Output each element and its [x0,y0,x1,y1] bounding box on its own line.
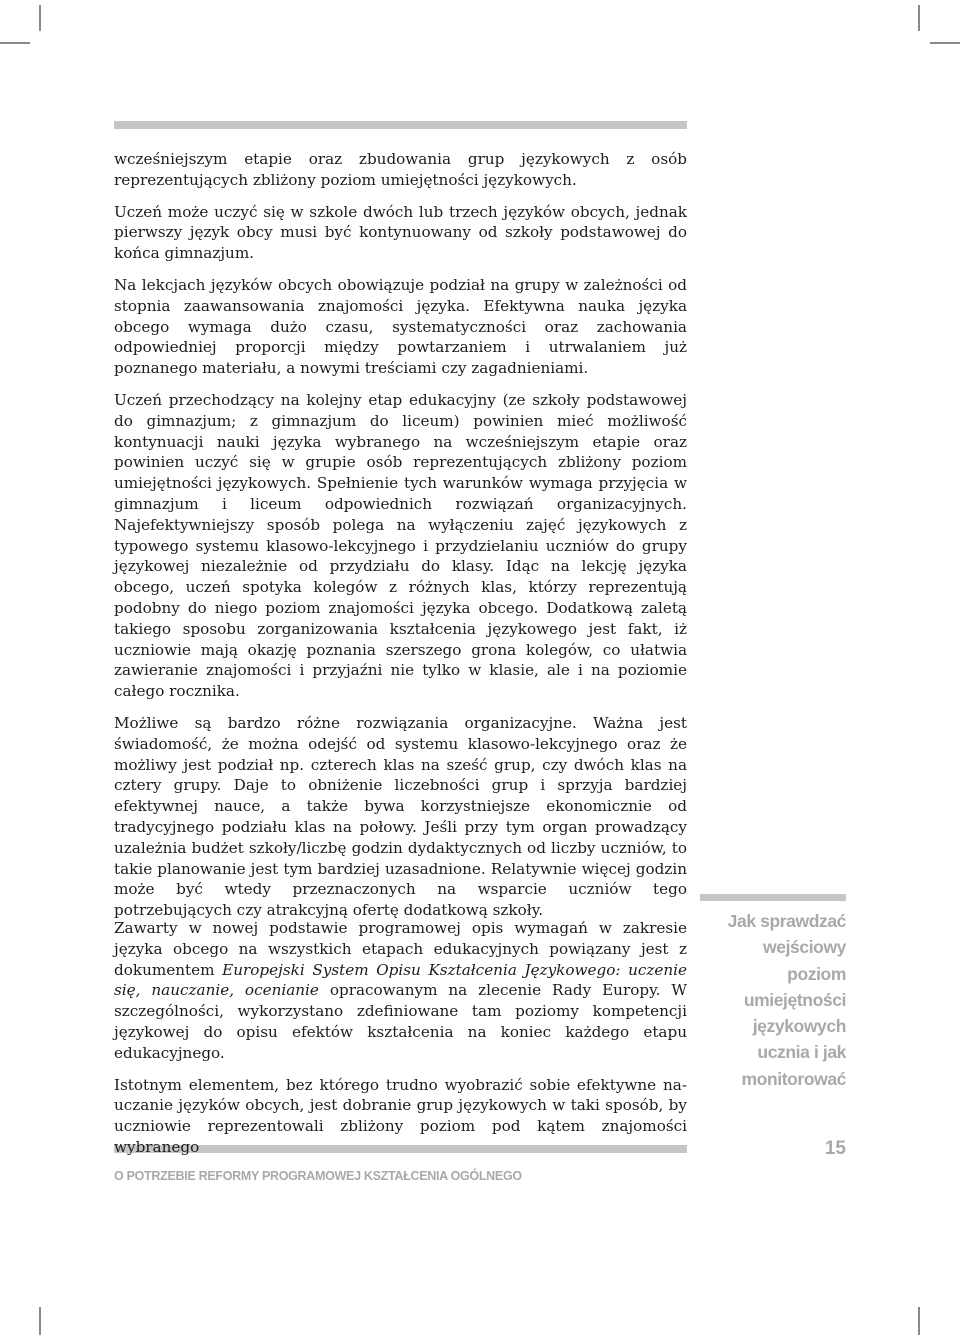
section-two-column [114,918,687,1158]
running-footer: O POTRZEBIE REFORMY PROGRAMOWEJ KSZTAŁCENIA OGÓLNEGO [114,1169,522,1183]
paragraph-with-citation [114,918,687,1064]
crop-mark-bottom-right [918,1307,920,1335]
sidebar-rule [700,894,846,901]
crop-mark-left-horizontal [0,42,30,44]
sidebar-heading-line: ucznia i jak [757,1042,846,1063]
document-title-italic: Europejski System Opisu Kształcenia Językowego: uczenie się, nauczanie, ocenianie [114,960,688,1000]
paragraph: wcześniejszym etapie oraz zbudowania grup językowych z osób reprezentujących zbliżony poziom umiejętności językowych. [114,150,687,189]
paragraph-text: opracowanym na zlecenie Rady Europy. W szczególności, wykorzystano zdefiniowane tam poziomy kompetencji językowej do opisu efektów kształcenia na koniec każdego etapu edukacyjnego. [114,981,688,1062]
sidebar-heading-line: Jak sprawdzać [727,911,846,931]
crop-mark-top-right [918,5,920,31]
main-text-column [114,149,687,921]
top-rule [114,121,687,129]
paragraph-text: Zawarty w nowej podstawie programowej opis wymagań w zakresie języka obcego na wszystkich etapach edukacyjnych powiązany jest z dokumentem [114,919,687,979]
paragraph: Możliwe są bardzo różne rozwiązania organizacyjne. Ważna jest świadomość, że można odejść od systemu klasowo-lekcyjnego oraz że możliwy jest podział np. czterech klas na sześć grup, czy dwóch klas na cztery grupy. Daje to obniżenie liczebności grup i sprzyja bardziej efektywnej nauce, a także bywa korzystniejsze ekonomicznie od tradycyjnego podziału klas na połowy. Jeśli przy tym organ prowadzący uzależnia budżet szkoły/liczbę godzin dydaktycznych od liczby uczniów, to takie planowanie jest tym bardziej uzasadnione. Relatywnie więcej godzin może być wtedy przeznaczonych na wsparcie uczniów tego potrzebujących czy atrakcyjną ofertę dodatkową szkoły. [114,713,687,920]
paragraph: Uczeń przechodzący na kolejny etap edukacyjny (ze szkoły podstawowej do gimnazjum; z gimnazjum do liceum) powinien mieć możliwość kontynuacji nauki języka wybranego na wcześniejszym etapie oraz powinien uczyć się w grupie osób reprezentujących zbliżony poziom umiejętności językowych. Spełnienie tych warunków wymaga przyjęcia w gimnazjum i liceum odpowiednich rozwiązań organizacyjnych. Najefektywniejszy sposób polega na wyłączeniu zajęć językowych z typowego systemu klasowo-lekcyjnego i przydzielaniu uczniów do grupy językowej niezależnie od przydziału do klasy. Idąc na lekcję języka obcego, uczeń spotyka kolegów z różnych klas, którzy reprezentują podobny do niego poziom znajomości języka obcego. Dodatkową zaletą takiego sposobu zorganizowania kształcenia językowego jest fakt, iż uczniowie mają okazję poznania szerszego grona kolegów, co ułatwia zawieranie znajomości i przyjaźni nie tylko w klasie, ale i na poziomie całego rocznika. [114,390,687,701]
sidebar-heading-line: umiejętności [743,989,846,1010]
sidebar-heading-line: poziom [787,963,846,984]
paragraph: Na lekcjach języków obcych obowiązuje podział na grupy w zależności od stopnia zaawansowania znajomości języka. Efektywna nauka języka obcego wymaga dużo czasu, systematyczności oraz zachowania odpowiedniej proporcji między powtarzaniem i utrwalaniem już poznanego materiału, a nowymi treściami czy zagadnieniami. [114,275,687,378]
crop-mark-right-horizontal [930,42,960,44]
sidebar-heading-line: monitorować [741,1068,846,1089]
crop-mark-top-left [39,5,41,31]
sidebar-heading [700,908,846,1092]
sidebar-heading-line: wejściowy [763,937,846,958]
crop-mark-bottom-left [39,1307,41,1335]
paragraph: Istotnym elementem, bez którego trudno wyobrazić sobie efektywne nauczanie języków obcych, jest dobranie grup językowych w taki sposób, by uczniowie reprezentowali zbliżony poziom pod kątem znajomości wybranego [114,1075,687,1156]
paragraph: Uczeń może uczyć się w szkole dwóch lub trzech języków obcych, jednak pierwszy język obcy musi być kontynuowany od szkoły podstawowej do końca gimnazjum. [114,202,687,263]
page-number: 15 [824,1138,846,1159]
sidebar-heading-line: językowych [752,1016,846,1037]
